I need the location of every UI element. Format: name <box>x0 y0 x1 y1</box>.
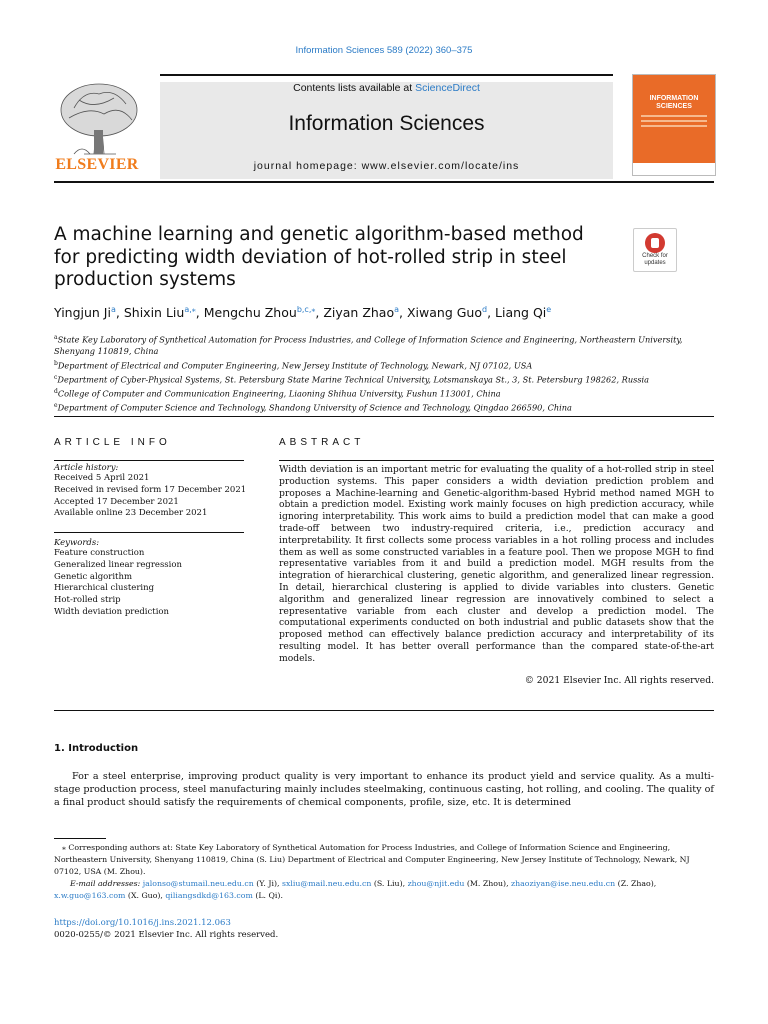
keyword[interactable]: Width deviation prediction <box>54 606 170 617</box>
journal-homepage[interactable]: journal homepage: www.elsevier.com/locate/ins <box>253 160 520 172</box>
email-link[interactable]: jalonso@stumail.neu.edu.cn <box>142 879 254 888</box>
keyword[interactable]: Generalized linear regression <box>54 559 182 570</box>
divider <box>279 460 714 461</box>
keyword[interactable]: Genetic algorithm <box>54 571 132 582</box>
divider <box>54 710 714 711</box>
paper-title: A machine learning and genetic algorithm-based method for predicting width deviation of hot-rolled strip in steel production systems <box>54 224 584 290</box>
keywords <box>54 538 254 619</box>
header-bottom-rule <box>54 181 714 183</box>
email-link[interactable]: sxliu@mail.neu.edu.cn <box>282 879 372 888</box>
journal-title[interactable]: Information Sciences <box>288 112 485 135</box>
doi-block <box>54 917 278 941</box>
contents-line <box>160 82 613 94</box>
keyword[interactable]: Hot-rolled strip <box>54 595 121 606</box>
email-link[interactable]: x.w.guo@163.com <box>54 891 126 900</box>
check-updates-icon <box>645 233 665 253</box>
email-link[interactable]: qiliangsdkd@163.com <box>165 891 253 900</box>
history-item: Available online 23 December 2021 <box>54 508 208 519</box>
affiliation: $^a$State Key Laboratory of Synthetical Automation for Process Industries, and College of Information Science and Engineering, Northeastern University, Shenyang 110819, China <box>54 334 683 357</box>
keywords-label: Keywords: <box>54 538 100 548</box>
journal-reference[interactable]: Information Sciences 589 (2022) 360–375 <box>295 45 473 56</box>
author[interactable]: Mengchu Zhou$^{b,c,⁎}$ <box>203 305 316 321</box>
check-updates-label: Check for updates <box>642 253 668 266</box>
affiliation: $^b$Department of Electrical and Computer Engineering, New Jersey Institute of Technology, Newark, NJ 07102, USA <box>54 359 533 371</box>
article-history-label: Article history: <box>54 463 119 473</box>
footnote-rule <box>54 838 106 839</box>
introduction-heading: 1. Introduction <box>54 743 139 754</box>
history-item: Accepted 17 December 2021 <box>54 496 179 507</box>
introduction-text: For a steel enterprise, improving product quality is very important to enhance its product yield and service quality. As a multi-stage production process, steel manufacturing mainly includes steelmaking, continuous casting, hot rolling, and cooling. The quality of a final product should satisfy the requirements of chemical components, profile, size, etc. It is determined <box>54 771 714 808</box>
keyword[interactable]: Feature construction <box>54 548 145 558</box>
author[interactable]: Yingjun Ji$^a$ <box>54 305 116 321</box>
issn-line: 0020-0255/© 2021 Elsevier Inc. All rights reserved. <box>54 930 279 940</box>
affiliation: $^c$Department of Cyber-Physical Systems, St. Petersburg State Marine Technical University, Lotsmanskaya St., 3, St. Petersburg 198262, Russia <box>54 373 650 385</box>
affiliation: $^d$College of Computer and Communication Engineering, Liaoning Shihua University, Fushun 113001, China <box>54 388 501 399</box>
article-history <box>54 463 254 520</box>
elsevier-wordmark: ELSEVIER <box>55 156 139 173</box>
divider <box>54 532 244 533</box>
author[interactable]: Xiwang Guo$^d$ <box>406 305 488 321</box>
author[interactable]: Shixin Liu$^{a,⁎}$ <box>123 305 196 321</box>
abstract-text: Width deviation is an important metric for evaluating the quality of a hot-rolled strip in steel production systems. This paper considers a width deviation prediction problem and proposes a Machine-learning and Genetic-algorithm-based Hybrid method named MGH to obtain a prediction model. Existing work mainly focuses on high prediction accuracy, while ignoring interpretability. This work aims to build a prediction model that can make a good trade-off between two industry-required criteria, i.e., prediction accuracy and interpretability. It first collects some process variables in a hot rolling process and includes them as well as some constructed variables in a feature pool. Then we propose MGH to find representative variables from it and build a prediction model. MGH results from the integration of hierarchical clustering, genetic algorithm, and generalized linear regression. In detail, hierarchical clustering is applied to divide variables into clusters. Genetic algorithm and generalized linear regression are innovatively combined to select a representative variable from each cluster and develop a prediction model. The computational experiments conducted on both industrial and public datasets show that the proposed method can effectively balance prediction accuracy and interpretability of its resulting model. It has better overall performance than the compared state-of-the-art models. <box>279 464 714 664</box>
cover-title: INFORMATION SCIENCES <box>649 95 699 110</box>
author-list: Yingjun Ji$^a$, Shixin Liu$^{a,⁎}$, Mengchu Zhou$^{b,c,⁎}$, Ziyan Zhao$^a$, Xiwang Guo$^d$, Liang Qi$^e$ <box>54 305 552 321</box>
divider <box>54 416 714 417</box>
history-item: Received 5 April 2021 <box>54 473 150 483</box>
header-top-rule <box>160 74 613 76</box>
affiliation: $^e$Department of Computer Science and Technology, Shandong University of Science and Technology, Qingdao 266590, China <box>54 402 572 414</box>
email-link[interactable]: zhou@njit.edu <box>407 879 465 888</box>
doi-link[interactable]: https://doi.org/10.1016/j.ins.2021.12.063 <box>54 918 231 928</box>
sciencedirect-link[interactable]: ScienceDirect <box>415 82 480 94</box>
corresponding-authors-note: ⁎ Corresponding authors at: State Key Laboratory of Synthetical Automation for Process Industries, and College of Information Science and Engineering, Northeastern University, Shenyang 110819, China (S. Liu) Department of Electrical and Computer Engineering, New Jersey Institute of Technology, Newark, NJ 07102, USA (M. Zhou). <box>54 843 690 876</box>
abstract-copyright: © 2021 Elsevier Inc. All rights reserved. <box>524 675 714 686</box>
abstract-heading: ABSTRACT <box>279 437 365 448</box>
author[interactable]: Liang Qi$^e$ <box>495 305 552 321</box>
contents-prefix: Contents lists available at <box>293 82 416 94</box>
cover-subtitle-lines <box>641 115 707 137</box>
author[interactable]: Ziyan Zhao$^a$ <box>323 305 400 321</box>
article-info-heading: ARTICLE INFO <box>54 437 171 448</box>
email-link[interactable]: zhaoziyan@ise.neu.edu.cn <box>511 879 616 888</box>
journal-cover-thumbnail[interactable] <box>632 74 716 176</box>
check-for-updates-button[interactable] <box>633 228 677 272</box>
email-addresses: E-mail addresses: jalonso@stumail.neu.edu.cn (Y. Ji), sxliu@mail.neu.edu.cn (S. Liu), zhou@njit.edu (M. Zhou), zhaoziyan@ise.neu.edu.cn (Z. Zhao), x.w.guo@163.com (X. Guo), qiliangsdkd@163.com (L. Qi). <box>54 879 657 900</box>
keyword[interactable]: Hierarchical clustering <box>54 583 155 594</box>
affiliations <box>54 332 714 415</box>
divider <box>54 460 244 461</box>
footnote <box>54 842 714 902</box>
cover-footer <box>633 163 715 175</box>
history-item: Received in revised form 17 December 2021 <box>54 484 247 495</box>
